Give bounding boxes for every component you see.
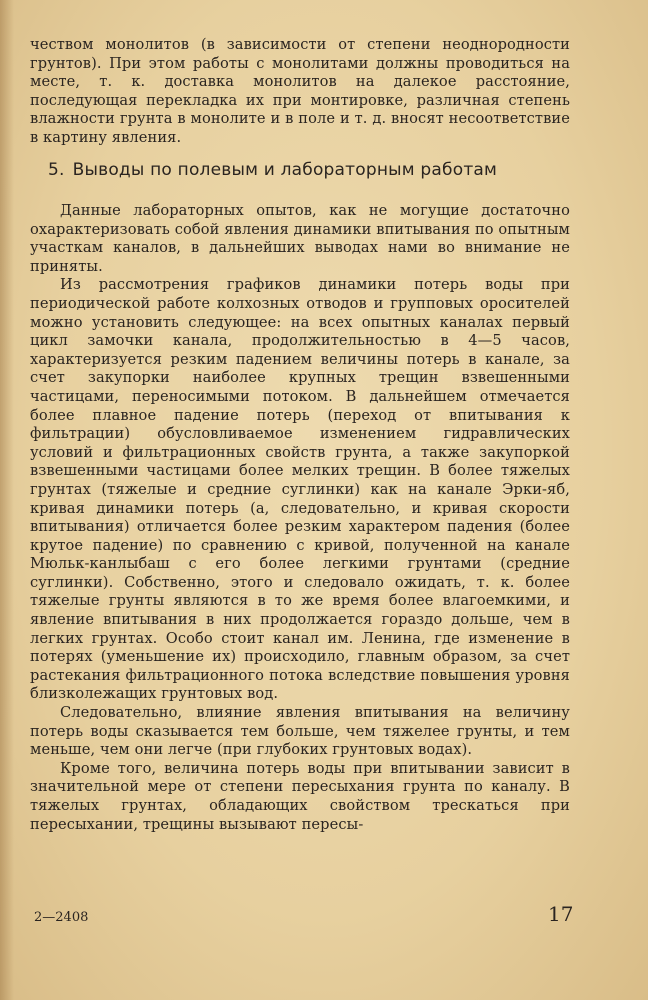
page-number: 17 [548, 902, 574, 926]
section-title: Выводы по полевым и лабораторным работам [72, 160, 498, 180]
paragraph-4: Кроме того, величина потерь воды при впитывании зависит в значительной мере от степени пересыхания грунта по каналу. В тяжелых грунтах, обладающих свойством трескаться при пересыхании, трещины вызывают пересы- [30, 759, 570, 833]
intro-text: чеством монолитов (в зависимости от степени неоднородности грунтов). При этом работы с монолитами должны проводиться на месте, т. к. доставка монолитов на далекое расстояние, последующая перекладка их при монтировке, различная степень влажности грунта в монолите и в поле и т. д. вносят несоответствие в картину явления. [30, 36, 570, 146]
section-number: 5. [48, 160, 65, 180]
intro-paragraph [30, 36, 570, 148]
body-text [30, 202, 570, 834]
paragraph-1: Данные лабораторных опытов, как не могущие достаточно охарактеризовать собой явления динамики впитывания по опытным участкам каналов, в дальнейших выводах нами во внимание не приняты. [30, 202, 570, 275]
paragraph-3: Следовательно, влияние явления впитывания на величину потерь воды сказывается тем больше, чем тяжелее грунты, и тем меньше, чем они легче (при глубоких грунтовых водах). [30, 704, 570, 759]
section-heading [48, 160, 568, 180]
printer-signature: 2—2408 [34, 910, 89, 925]
paragraph-2: Из рассмотрения графиков динамики потерь воды при периодической работе колхозных отводов и групповых оросителей можно установить следующее: на всех опытных каналах первый цикл замочки канала, продолжительностью в 4—5 часов, характеризуется резким падением величины потерь в канале, за счет закупорки наиболее крупных трещин взвешенными частицами, переносимыми потоком. В дальнейшем отмечается более плавное падение потерь (переход от впитывания к фильтрации) обусловливаемое изменением гидравлических условий и фильтрационных свойств грунта, а также закупоркой взвешенными частицами более мелких трещин. В более тяжелых грунтах (тяжелые и средние суглинки) как на канале Эрки-яб, кривая динамики потерь (а, следовательно, и кривая скорости впитывания) отличается более резким характером падения (более крутое падение) по сравнению с кривой, полученной на канале Мюльк-канлыбаш с его более легкими грунтами (средние суглинки). Собственно, этого и следовало ожидать, т. к. более тяжелые грунты являются в то же время более влагоемкими, и явление впитывания в них продолжается гораздо дольше, чем в легких грунтах. Особо стоит канал им. Ленина, где изменение в потерях (уменьшение их) происходило, главным образом, за счет растекания фильтрационного потока вследствие повышения уровня близколежащих грунтовых вод. [30, 276, 570, 703]
page-edge-shadow [0, 0, 14, 1000]
